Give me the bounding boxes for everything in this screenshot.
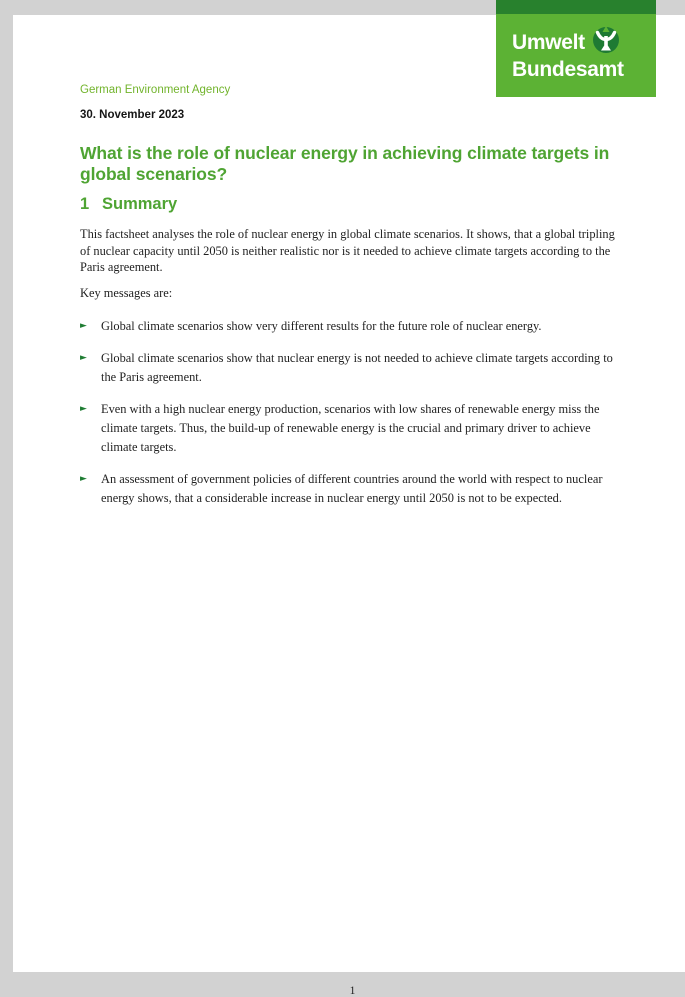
key-message-item: [80, 400, 625, 457]
section-heading: [80, 194, 625, 214]
page-number: 1: [349, 985, 356, 997]
key-message-text: Global climate scenarios show very different results for the future role of nuclear energy.: [101, 319, 542, 333]
intro-paragraph: This factsheet analyses the role of nuclear energy in global climate scenarios. It shows, that a global tripling of nuclear capacity until 2050 is neither realistic nor is it needed to achieve climate targets according to the Paris agreement.: [80, 227, 615, 274]
section-title: Summary: [102, 195, 178, 213]
bullet-triangle-icon: ►: [80, 404, 87, 414]
bullet-triangle-icon: ►: [80, 353, 87, 363]
uba-figure-icon: [593, 27, 619, 58]
key-message-list: [80, 317, 625, 508]
section-number: 1: [80, 195, 90, 213]
page-title: What is the role of nuclear energy in achieving climate targets in global scenarios?: [80, 143, 610, 184]
umweltbundesamt-logo: [496, 0, 656, 97]
bullet-triangle-icon: ►: [80, 321, 87, 331]
key-message-item: [80, 317, 625, 336]
key-message-text: Global climate scenarios show that nuclear energy is not needed to achieve climate targets according to the Paris agreement.: [101, 351, 613, 384]
key-message-text: An assessment of government policies of different countries around the world with respect to nuclear energy shows, that a considerable increase in nuclear energy until 2050 is not to be expected.: [101, 472, 603, 505]
logo-word-umwelt: Umwelt: [512, 31, 585, 54]
key-message-text: Even with a high nuclear energy production, scenarios with low shares of renewable energy miss the climate targets. Thus, the build-up of renewable energy is the crucial and primary driver to achieve climate targets.: [101, 402, 600, 454]
document-date: 30. November 2023: [80, 109, 185, 121]
document-page: [13, 15, 685, 997]
agency-line: German Environment Agency: [80, 84, 231, 96]
key-messages-label: Key messages are:: [80, 285, 173, 300]
content-column: [80, 84, 625, 997]
logo-word-bundesamt: Bundesamt: [512, 58, 624, 81]
key-message-item: [80, 349, 625, 387]
key-message-item: [80, 470, 625, 508]
bullet-triangle-icon: ►: [80, 474, 87, 484]
logo-top-shade: [496, 0, 656, 14]
logo-wordmark: [512, 27, 624, 81]
